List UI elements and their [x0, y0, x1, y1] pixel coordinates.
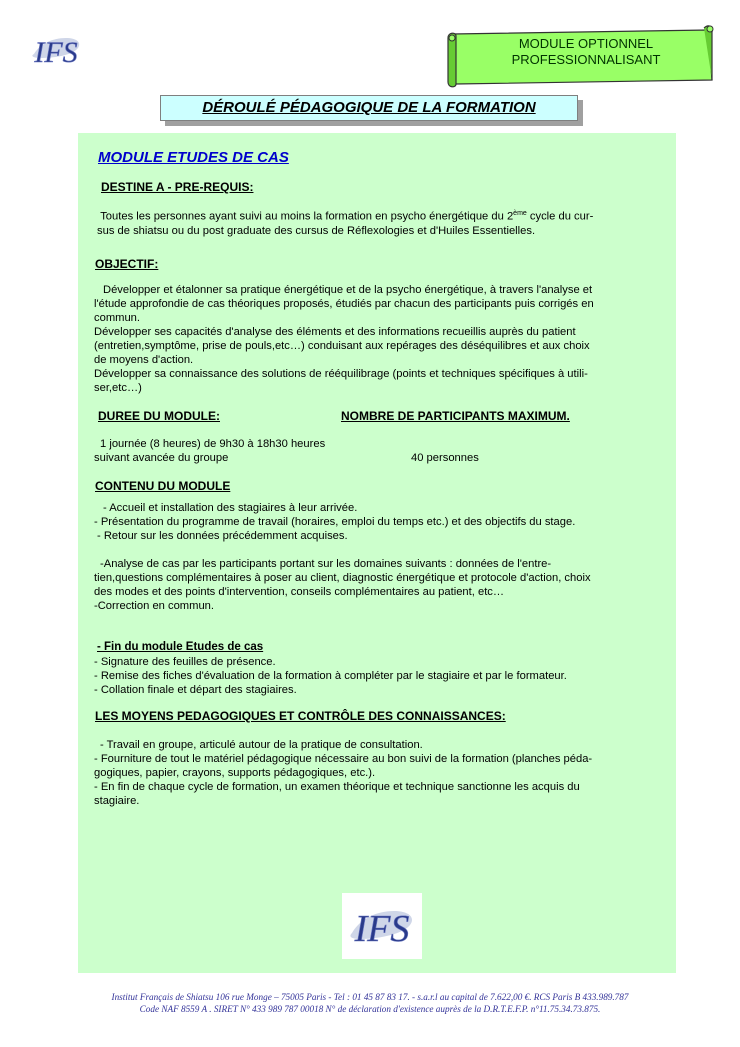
participants-heading: NOMBRE DE PARTICIPANTS MAXIMUM.	[341, 409, 570, 423]
destine-text	[94, 207, 666, 238]
moyens-text	[94, 738, 666, 808]
duree-line-1: 1 journée (8 heures) de 9h30 à 18h30 heures	[100, 438, 326, 450]
ifs-logo-bottom	[342, 893, 422, 959]
fin-line: - Remise des fiches d'évaluation de la formation à compléter par le stagiaire et par le formateur.	[94, 670, 567, 682]
objectif-line: de moyens d'action.	[94, 354, 194, 366]
contenu-text	[94, 501, 666, 543]
logo-lettering: IFS	[34, 36, 78, 69]
duree-heading: DUREE DU MODULE:	[98, 409, 220, 423]
content-panel	[78, 133, 676, 973]
moyens-line: stagiaire.	[94, 795, 140, 807]
analyse-line: -Correction en commun.	[94, 600, 214, 612]
moyens-line: - En fin de chaque cycle de formation, un examen théorique et technique sanctionne les acquis du	[94, 781, 580, 793]
contenu-line: - Accueil et installation des stagiaires à leur arrivée.	[103, 502, 358, 514]
duree-line-2: suivant avancée du groupe	[94, 452, 229, 464]
fin-heading: - Fin du module Etudes de cas	[97, 641, 264, 653]
module-title: MODULE ETUDES DE CAS	[98, 149, 289, 166]
fin-text	[94, 655, 666, 697]
analyse-text	[94, 557, 666, 613]
footer-line-1: Institut Français de Shiatsu 106 rue Monge – 75005 Paris - Tel : 01 45 87 83 17. - s.a.r.l au capital de 7.622,00 €. RCS Paris B 433.989.787	[111, 992, 629, 1002]
fin-line: - Signature des feuilles de présence.	[94, 656, 276, 668]
objectif-line: Développer sa connaissance des solutions de rééquilibrage (points et techniques spécifiques à utili-	[94, 368, 588, 380]
participants-value: 40 personnes	[411, 452, 479, 464]
objectif-line: Développer et étalonner sa pratique énergétique et de la psycho énergétique, à travers l'analyse et	[103, 284, 593, 296]
badge-line-1: MODULE OPTIONNEL	[518, 36, 654, 51]
moyens-line: gogiques, papier, crayons, supports pédagogiques, etc.).	[94, 767, 376, 779]
moyens-line: - Travail en groupe, articulé autour de la pratique de consultation.	[100, 739, 423, 751]
contenu-heading: CONTENU DU MODULE	[95, 479, 231, 493]
footer	[0, 991, 740, 1015]
footer-line-2: Code NAF 8559 A . SIRET N° 433 989 787 00018 N° de déclaration d'existence auprès de la D.R.T.E.F.P. n°11.75.34.73.875.	[139, 1004, 601, 1014]
destine-line-2: sus de shiatsu ou du post graduate des cursus de Réflexologies et d'Huiles Essentielles.	[97, 224, 536, 237]
objectif-line: Développer ses capacités d'analyse des éléments et des informations recueillis auprès du patient	[94, 326, 576, 338]
badge-line-2: PROFESSIONNALISANT	[511, 52, 661, 67]
analyse-line: -Analyse de cas par les participants portant sur les domaines suivants : données de l'entre-	[100, 558, 552, 570]
moyens-heading: LES MOYENS PEDAGOGIQUES ET CONTRÔLE DES CONNAISSANCES:	[95, 709, 506, 723]
objectif-text	[94, 283, 666, 395]
analyse-line: tien,questions complémentaires à poser au client, diagnostic énergétique et protocole d'action, choix	[94, 572, 591, 584]
page-title: DÉROULÉ PÉDAGOGIQUE DE LA FORMATION	[160, 95, 578, 121]
ifs-logo	[26, 24, 86, 76]
objectif-heading: OBJECTIF:	[95, 257, 159, 271]
moyens-line: - Fourniture de tout le matériel pédagogique nécessaire au bon suivi de la formation (planches péda-	[94, 753, 593, 765]
contenu-line: - Présentation du programme de travail (horaires, emploi du temps etc.) et des objectifs du stage.	[94, 516, 576, 528]
objectif-line: commun.	[94, 312, 141, 324]
analyse-line: des modes et des points d'intervention, conseils complémentaires au patient, etc…	[94, 586, 505, 598]
destine-heading: DESTINE A - PRE-REQUIS:	[101, 180, 254, 194]
module-badge	[444, 24, 716, 88]
objectif-line: ser,etc…)	[94, 382, 142, 394]
destine-line-1: Toutes les personnes ayant suivi au moins la formation en psycho énergétique du 2ème cycle du cur-	[100, 210, 594, 223]
objectif-line: (entretien,symptôme, prise de pouls,etc…) conduisant aux repérages des déséquilibres et aux choix	[94, 340, 590, 352]
logo-lettering: IFS	[354, 908, 410, 950]
objectif-line: l'étude approfondie de cas théoriques proposés, étudiés par chacun des participants puis corrigés en	[94, 298, 594, 310]
contenu-line: - Retour sur les données précédemment acquises.	[97, 530, 348, 542]
fin-line: - Collation finale et départ des stagiaires.	[94, 684, 297, 696]
